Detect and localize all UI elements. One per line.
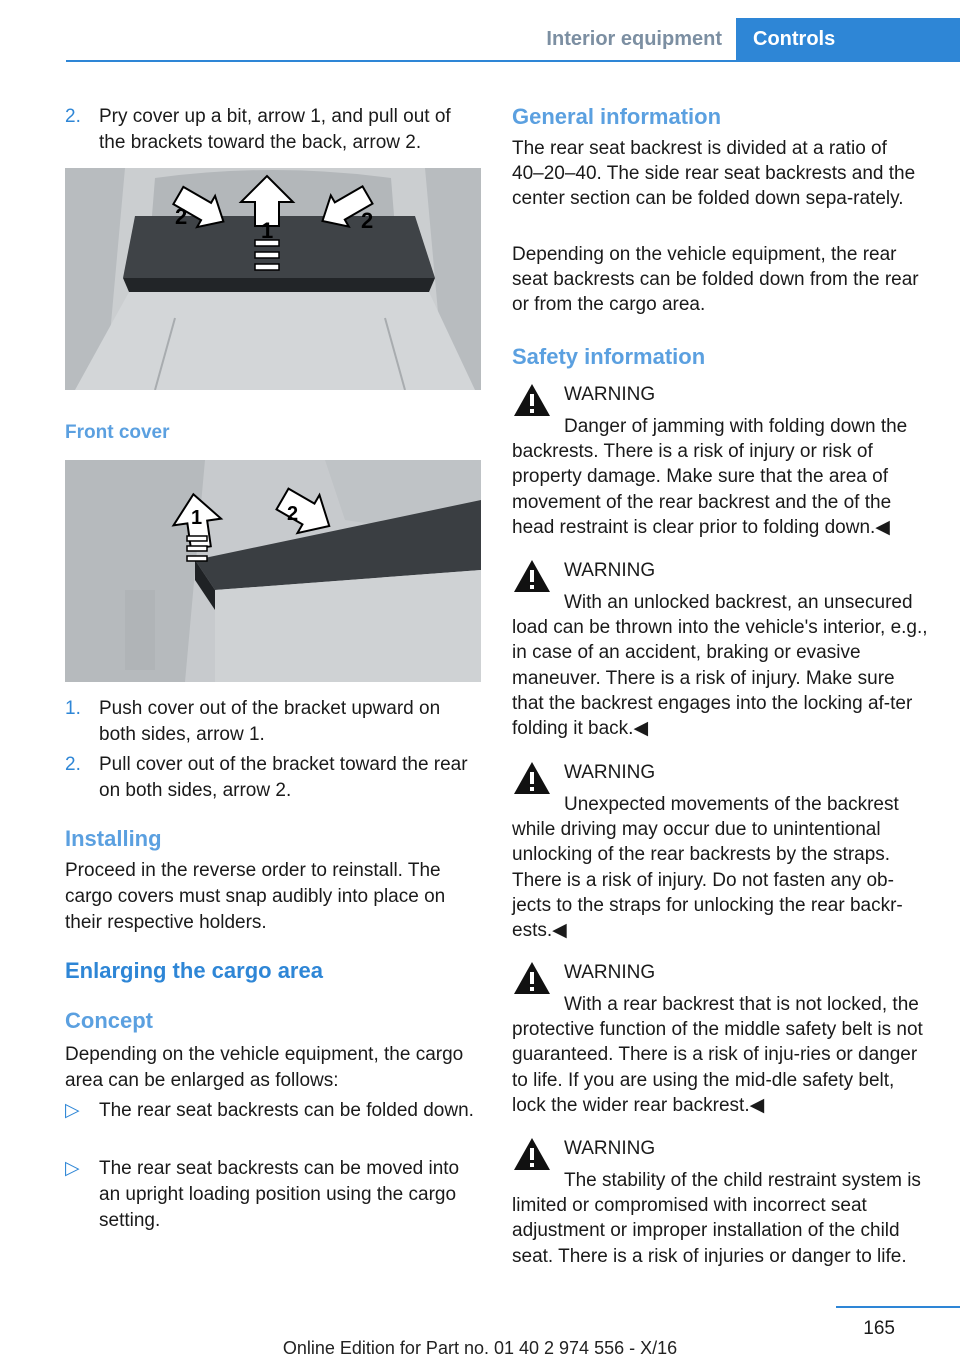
step-text: Pry cover up a bit, arrow 1, and pull out of the brackets toward the back, arrow 2. (99, 106, 451, 153)
bullet-item (65, 1098, 481, 1124)
warning-title: WARNING (564, 962, 656, 983)
warning-title: WARNING (564, 762, 656, 783)
warning-text: Danger of jamming with folding down the backrests. There is a risk of injury or risk of property damage. Make sure that the area of movement of the rear backrest and the of the head restraint is clear prior to folding down.◀ (512, 416, 908, 538)
warning-triangle-icon (512, 760, 552, 796)
step-number: 2. (65, 754, 81, 775)
page-number: 165 (863, 1318, 895, 1339)
warning-text: Unexpected movements of the backrest while driving may occur due to unintentional unlocking of the rear backrests by the straps. There is a risk of injury. Do not fasten any ob‐jects to the straps for unlocking the rear backr‐ests.◀ (512, 794, 903, 942)
step-2-item (65, 104, 481, 156)
warning-triangle-icon (512, 960, 552, 996)
bullet-text: The rear seat backrests can be folded down. (99, 1100, 474, 1121)
cargo-cover-illustration (65, 168, 481, 390)
bullet-marker: ▷ (65, 1158, 80, 1179)
enlarging-heading: Enlarging the cargo area (65, 958, 323, 983)
bullet-text: The rear seat backrests can be moved into an upright loading position using the cargo setting. (99, 1158, 460, 1231)
bullet-marker: ▷ (65, 1100, 80, 1121)
safety-heading: Safety information (512, 344, 706, 369)
figure-front-cover-removal (65, 460, 481, 682)
concept-heading: Concept (65, 1008, 153, 1033)
fig1-label-left: 2 (175, 204, 188, 229)
warning-title: WARNING (564, 384, 656, 405)
warning-triangle-icon (512, 1136, 552, 1172)
bullet-item (65, 1156, 481, 1234)
step-number: 1. (65, 698, 81, 719)
installing-heading: Installing (65, 826, 162, 851)
warning-triangle-icon (512, 382, 552, 418)
installing-text: Proceed in the reverse order to reinstall. The cargo covers must snap audibly into place on their respective holders. (65, 860, 446, 933)
concept-text: Depending on the vehicle equipment, the cargo area can be enlarged as follows: (65, 1044, 464, 1091)
edition-footer: Online Edition for Part no. 01 40 2 974 556 - X/16 (282, 1338, 678, 1358)
step-text: Pull cover out of the bracket toward the rear on both sides, arrow 2. (99, 754, 468, 801)
figure-caption: Front cover (65, 422, 170, 443)
figure-rear-cover-removal (65, 168, 481, 390)
warning-text: With an unlocked backrest, an unsecured load can be thrown into the vehicle's interior, e.g., in case of an accident, braking or evasive maneuver. There is a risk of injury. Make sure that the backrest engages into the locking af‐ter folding it back.◀ (512, 592, 928, 740)
warning-text: The stability of the child restraint system is limited or compromised with incorrect seat adjustment or improper installation of the child seat. There is a risk of injuries or danger to life. (512, 1170, 921, 1267)
footer-rule (836, 1306, 960, 1308)
fig2-label-2: 2 (287, 503, 299, 525)
general-paragraph-2: Depending on the vehicle equipment, the rear seat backrests can be folded down from the rear or from the cargo area. (512, 244, 919, 316)
chapter-tab[interactable]: Controls (736, 18, 960, 62)
fig1-label-right: 2 (361, 208, 374, 233)
warning-title: WARNING (564, 560, 656, 581)
step-number: 2. (65, 106, 81, 127)
header-rule (66, 60, 960, 62)
warning-triangle-icon (512, 558, 552, 594)
step-1-item (65, 696, 481, 748)
general-heading: General information (512, 104, 722, 129)
page-header (66, 0, 960, 62)
warning-title: WARNING (564, 1138, 656, 1159)
section-tab[interactable]: Interior equipment (546, 28, 722, 50)
general-paragraph-1: The rear seat backrest is divided at a ratio of 40–20–40. The side rear seat backrests and the center section can be folded down sepa‐rately. (512, 138, 916, 210)
warning-text: With a rear backrest that is not locked, the protective function of the middle safety belt is not guaranteed. There is a risk of inju‐ries or danger to life. If you are using the mid‐dle safety belt, lock the wider rear backrest.◀ (512, 994, 923, 1116)
step-2b-item (65, 752, 481, 804)
step-text: Push cover out of the bracket upward on both sides, arrow 1. (99, 698, 441, 745)
fig1-label-center: 1 (261, 218, 274, 243)
front-cover-illustration (65, 460, 481, 682)
fig2-label-1: 1 (191, 507, 203, 529)
